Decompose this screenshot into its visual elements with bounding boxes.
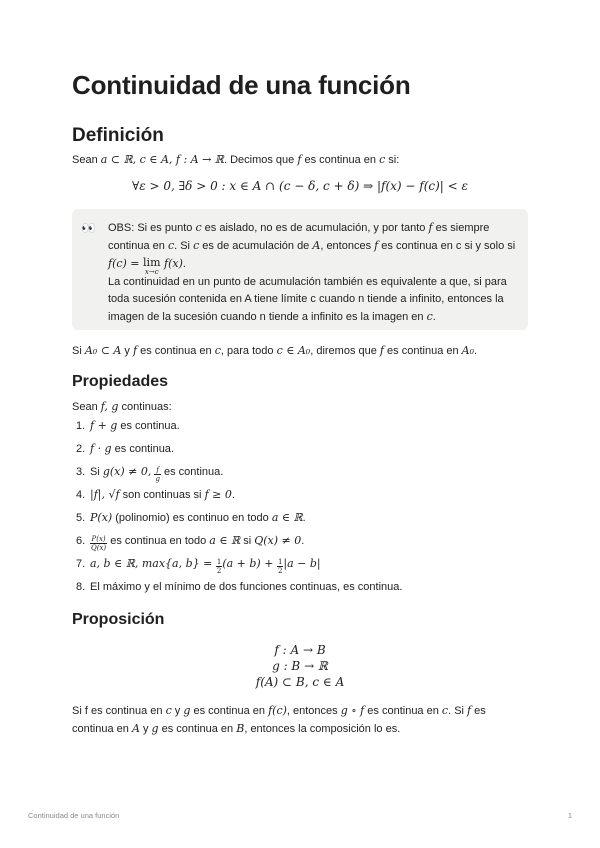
page-number: 1	[567, 811, 572, 820]
item-number: 5.	[76, 512, 86, 524]
math: a ⊂ ℝ, c ∈ A, f : A → ℝ	[100, 153, 224, 166]
list-item	[72, 441, 402, 464]
math: A₀	[461, 344, 475, 357]
section-heading-propiedades: Propiedades	[72, 373, 169, 390]
text: es continua en	[137, 345, 215, 357]
fraction	[90, 535, 107, 552]
text: OBS: Si es punto	[108, 222, 196, 234]
math: f(c)	[268, 704, 287, 717]
text: , entonces	[320, 240, 375, 252]
text: El máximo y el mínimo de dos funciones continuas, es continua.	[90, 581, 403, 593]
text: Sean	[72, 154, 101, 166]
text: y	[139, 723, 152, 735]
math: f	[132, 344, 138, 357]
text: Si	[90, 466, 103, 478]
item-number: 4.	[76, 489, 86, 501]
limit-op: lim	[143, 256, 161, 269]
math: B	[236, 722, 245, 735]
math: A	[131, 722, 140, 735]
math: a, b ∈ ℝ, max{a, b} =	[90, 557, 216, 570]
math: A	[312, 239, 321, 252]
list-item	[72, 487, 402, 510]
page-title: Continuidad de una función	[72, 70, 411, 100]
math: A₀ ⊂ A	[84, 344, 122, 357]
text: , entonces la composición lo es.	[244, 723, 401, 735]
obs-line	[108, 308, 520, 326]
math: Q(x) ≠ 0	[254, 534, 302, 547]
text: , entonces	[286, 705, 341, 717]
math: c	[165, 704, 172, 717]
math: |f|, √f	[90, 488, 120, 501]
numerator: P(x)	[91, 535, 106, 543]
text: es	[471, 705, 486, 717]
obs-line	[108, 219, 520, 237]
obs-line: La continuidad en un punto de acumulación también es equivalente a que, si para	[108, 276, 507, 288]
item-number: 7.	[76, 558, 86, 570]
math: f(c) =	[108, 257, 144, 270]
denominator: 2	[277, 567, 283, 575]
text: son continuas si	[119, 489, 205, 501]
math: a ∈ ℝ	[271, 511, 303, 524]
math: g	[183, 704, 191, 717]
math: f, g	[100, 400, 119, 413]
math: c	[214, 344, 221, 357]
math: |a − b|	[283, 557, 321, 570]
properties-list	[72, 418, 402, 602]
item-number: 8.	[76, 581, 86, 593]
math: f	[467, 704, 472, 717]
proposition-line: f : A → B	[274, 643, 326, 657]
item-number: 1.	[76, 420, 86, 432]
math: g	[151, 722, 159, 735]
list-item	[72, 510, 402, 533]
text: imagen de la sucesión cuando n tiende a infinito es la imagen en	[108, 311, 427, 323]
list-item	[72, 418, 402, 441]
text: Si f es continua en	[72, 705, 166, 717]
denominator: g	[155, 475, 160, 483]
list-item	[72, 556, 402, 579]
obs-limit-line	[108, 255, 520, 274]
numerator: f	[156, 466, 159, 474]
math: c ∈ A₀	[276, 344, 311, 357]
list-item	[72, 533, 402, 556]
math: f	[428, 221, 433, 234]
math: c	[193, 239, 200, 252]
limit-sub: x→c	[144, 268, 159, 276]
conclusion-paragraph	[72, 342, 477, 360]
text: continuas:	[118, 401, 172, 413]
text: .	[432, 311, 436, 323]
obs-text	[108, 219, 520, 326]
text: continua en	[72, 723, 132, 735]
item-number: 3.	[76, 466, 86, 478]
text: es continua en c si y solo si	[378, 240, 516, 252]
text: .	[302, 512, 306, 524]
item-number: 6.	[76, 535, 86, 547]
text: y	[171, 705, 184, 717]
text: , diremos que	[310, 345, 380, 357]
proposition-paragraph	[72, 702, 486, 738]
math: f	[297, 153, 302, 166]
math: c	[379, 153, 386, 166]
text: (polinomio) es continuo en todo	[112, 512, 272, 524]
continuity-formula: ∀ε > 0, ∃δ > 0 : x ∈ A ∩ (c − δ, c + δ) ⇒ |f(x) − f(c)| < ε	[132, 179, 468, 193]
denominator: 2	[216, 567, 222, 575]
text: .	[474, 345, 478, 357]
math: P(x)	[90, 511, 113, 524]
math: c	[441, 704, 449, 717]
propiedades-intro	[72, 398, 172, 416]
obs-line	[108, 237, 520, 255]
math: f(x)	[160, 257, 183, 270]
text: .	[182, 258, 186, 270]
text: Si	[72, 345, 85, 357]
math: g ∘ f	[340, 704, 365, 717]
list-item	[72, 579, 402, 602]
obs-line: toda sucesión contenida en A tiene límite c cuando n tiende a infinito, entonces la	[108, 293, 504, 305]
text: .	[301, 535, 305, 547]
obs-callout	[72, 209, 528, 330]
text: es continua.	[160, 466, 224, 478]
text: y	[121, 345, 133, 357]
denominator: Q(x)	[91, 544, 107, 552]
numerator: 1	[216, 558, 222, 566]
paragraph-line	[72, 720, 486, 738]
text: es continua en	[301, 154, 380, 166]
text: es continua en	[190, 705, 269, 717]
text: Sean	[72, 401, 101, 413]
list-item	[72, 464, 402, 487]
text: es siempre	[432, 222, 490, 234]
numerator: 1	[277, 558, 283, 566]
item-number: 2.	[76, 443, 86, 455]
text: . Decimos que	[223, 154, 298, 166]
text: es continua.	[117, 420, 180, 432]
text: . Si	[448, 705, 468, 717]
math: f · g	[90, 442, 112, 455]
math: f ≥ 0	[204, 488, 232, 501]
math: f + g	[90, 419, 118, 432]
math: a ∈ ℝ	[209, 534, 241, 547]
footer-title: Continuidad de una función	[28, 811, 120, 820]
eyes-icon: 👀	[81, 221, 96, 235]
text: es continua en	[158, 723, 237, 735]
text: .	[231, 489, 235, 501]
math: c	[167, 239, 175, 252]
section-heading-proposicion: Proposición	[72, 611, 165, 628]
text: es continua.	[111, 443, 174, 455]
paragraph-line	[72, 702, 486, 720]
section-heading-definicion: Definición	[72, 125, 164, 146]
math: g(x) ≠ 0,	[102, 465, 152, 478]
text: continua en	[108, 240, 168, 252]
text: es continua en todo	[107, 535, 210, 547]
text: si	[240, 535, 255, 547]
text: , para todo	[220, 345, 277, 357]
text: es de acumulación de	[199, 240, 313, 252]
proposition-line: g : B → ℝ	[272, 659, 328, 673]
text: es continua en	[364, 705, 442, 717]
proposition-line: f(A) ⊂ B, c ∈ A	[255, 675, 345, 689]
math: c	[426, 310, 433, 323]
text: es continua en	[384, 345, 462, 357]
math: (a + b) +	[222, 557, 277, 570]
text: . Si	[174, 240, 194, 252]
text: si:	[385, 154, 400, 166]
text: es aislado, no es de acumulación, y por tanto	[201, 222, 429, 234]
definition-intro	[72, 151, 399, 169]
math: f	[379, 344, 384, 357]
math: f	[374, 239, 379, 252]
math: c	[195, 221, 202, 234]
